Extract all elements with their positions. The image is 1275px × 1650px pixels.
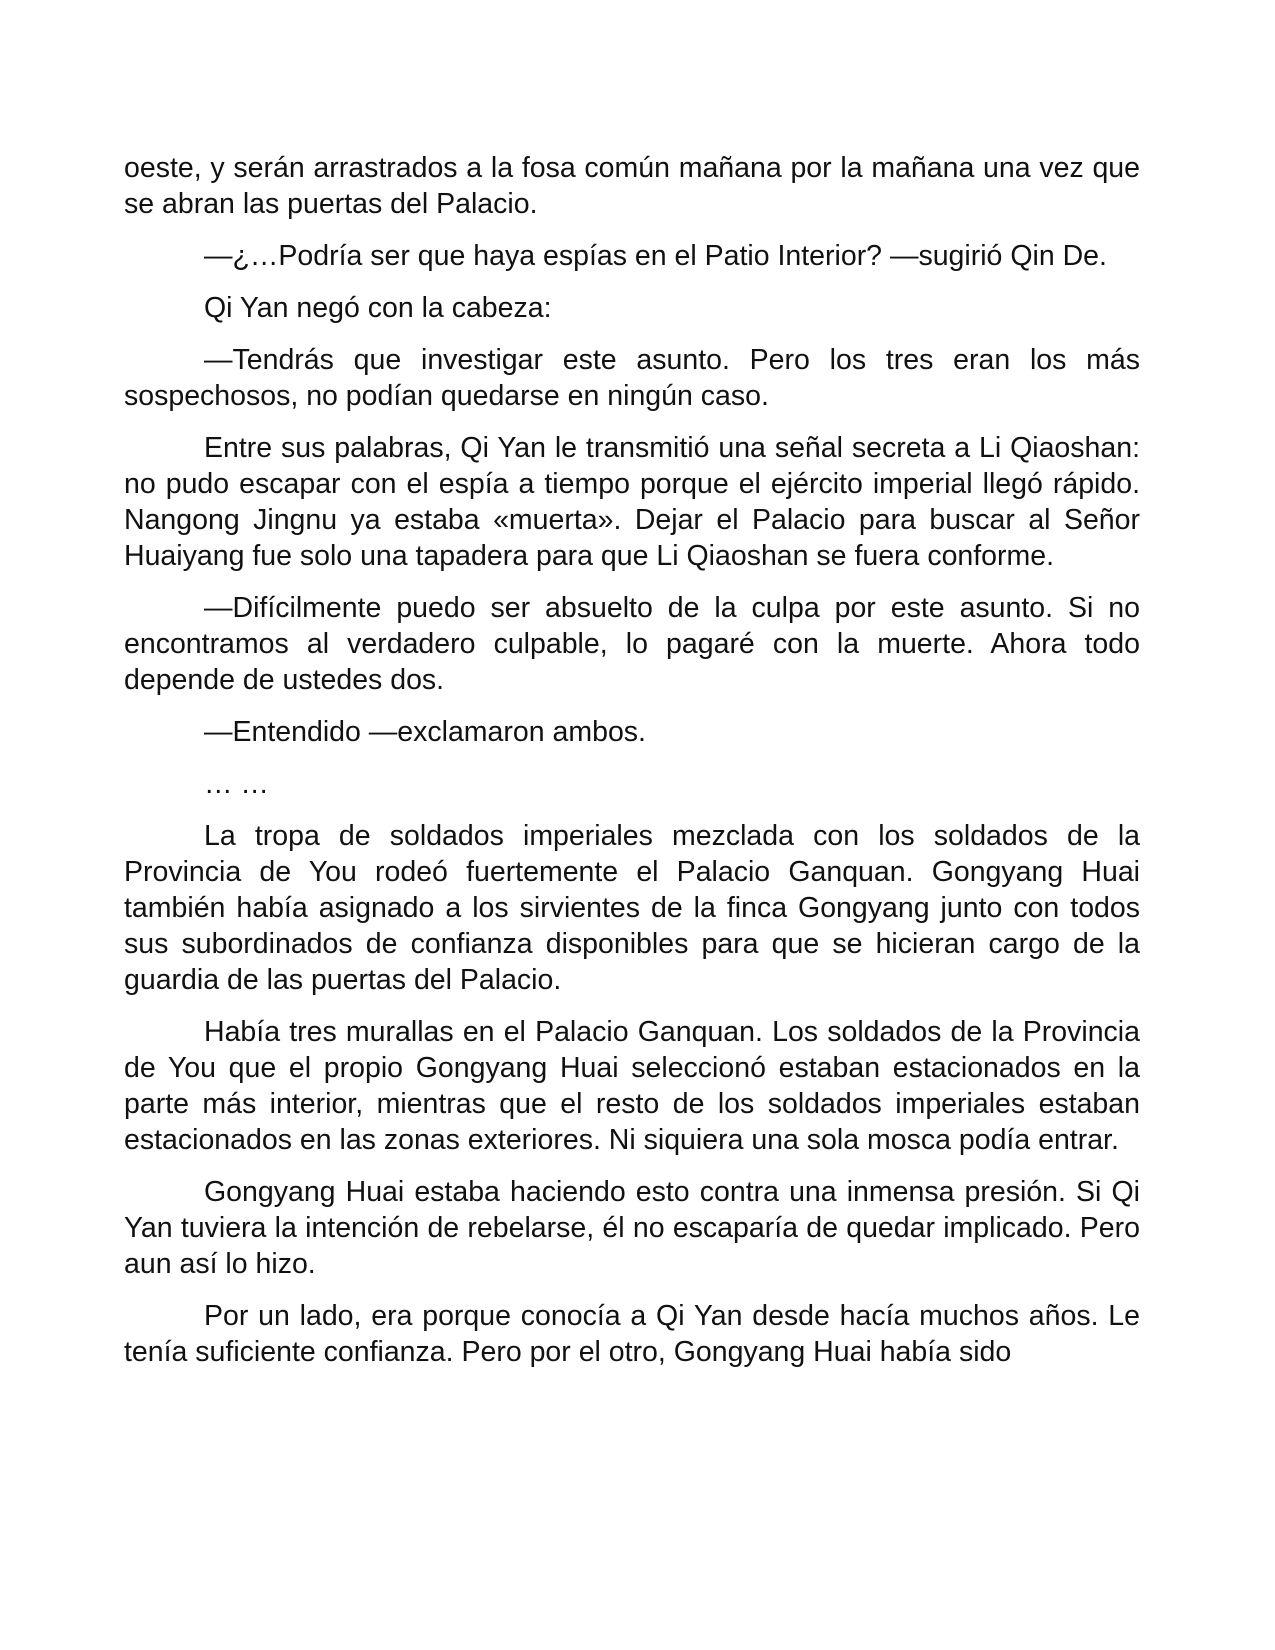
paragraph-dialogue-absolved: —Difícilmente puedo ser absuelto de la culpa por este asunto. Si no encontramos al verdadero culpable, lo pagaré con la muerte. Ahora todo depende de ustedes dos.	[124, 592, 1148, 696]
paragraph-qi-yan-shakes-head: Qi Yan negó con la cabeza:	[204, 292, 552, 324]
paragraph-trust: Por un lado, era porque conocía a Qi Yan desde hacía muchos años. Le tenía suficiente confianza. Pero por el otro, Gongyang Huai había sido	[124, 1300, 1148, 1368]
paragraph-three-walls: Había tres murallas en el Palacio Ganquan. Los soldados de la Provincia de You que el propio Gongyang Huai seleccionó estaban estacionados en la parte más interior, mientras que el resto de los soldados imperiales estaban estacionados en las zonas exteriores. Ni siquiera una sola mosca podía entrar.	[124, 1016, 1148, 1156]
paragraph-continuation: oeste, y serán arrastrados a la fosa común mañana por la mañana una vez que se abran las puertas del Palacio.	[124, 152, 1148, 220]
paragraph-troops-surround: La tropa de soldados imperiales mezclada con los soldados de la Provincia de You rodeó fuertemente el Palacio Ganquan. Gongyang Huai también había asignado a los sirvientes de la finca Gongyang junto con todos sus subordinados de confianza disponibles para que se hicieran cargo de la guardia de las puertas del Palacio.	[124, 820, 1148, 996]
document-page	[124, 150, 1148, 1386]
paragraph-dialogue-investigate: —Tendrás que investigar este asunto. Pero los tres eran los más sospechosos, no podían quedarse en ningún caso.	[124, 344, 1148, 412]
scene-break-ellipsis: … …	[204, 768, 269, 800]
paragraph-secret-signal: Entre sus palabras, Qi Yan le transmitió una señal secreta a Li Qiaoshan: no pudo escapar con el espía a tiempo porque el ejército imperial llegó rápido. Nangong Jingnu ya estaba «muerta». Dejar el Palacio para buscar al Señor Huaiyang fue solo una tapadera para que Li Qiaoshan se fuera conforme.	[124, 432, 1148, 572]
paragraph-dialogue-qin-de: —¿…Podría ser que haya espías en el Patio Interior? —sugirió Qin De.	[204, 240, 1107, 272]
paragraph-pressure: Gongyang Huai estaba haciendo esto contra una inmensa presión. Si Qi Yan tuviera la intención de rebelarse, él no escaparía de quedar implicado. Pero aun así lo hizo.	[124, 1176, 1148, 1280]
paragraph-dialogue-understood: —Entendido —exclamaron ambos.	[204, 716, 646, 748]
